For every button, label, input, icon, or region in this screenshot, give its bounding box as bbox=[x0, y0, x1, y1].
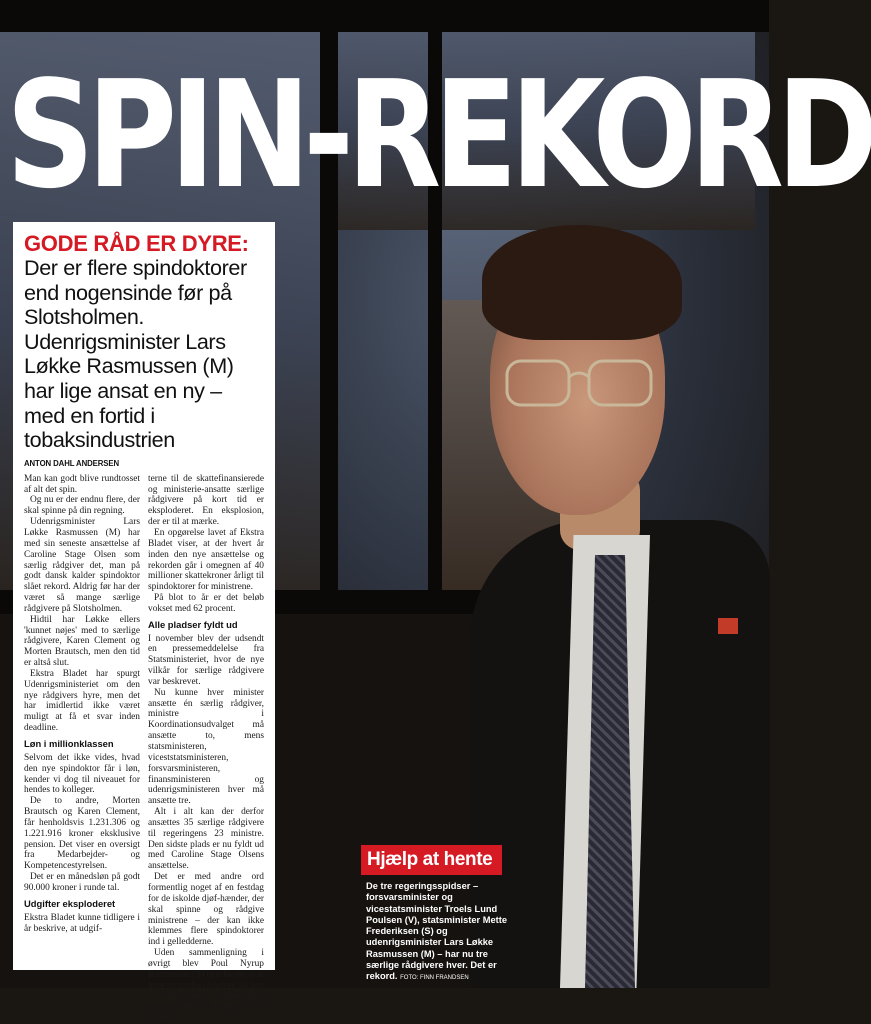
paragraph: Ekstra Bladet har spurgt Udenrigsministeriet om den nye rådgivers hyre, men det har imidlertid ikke været muligt at få et svar inden deadline. bbox=[24, 668, 140, 734]
glasses bbox=[505, 355, 655, 410]
byline: ANTON DAHL ANDERSEN bbox=[24, 458, 119, 468]
photo-credit: FOTO: FINN FRANDSEN bbox=[400, 975, 469, 982]
lapel-pin bbox=[718, 618, 738, 634]
subheading: Alle pladser fyldt ud bbox=[148, 618, 238, 630]
caption-text: De tre regeringsspidser – forsvarsminister og vicestatsminister Troels Lund Poulsen (V), statsminister Mette Frederiksen (S) og udenrigsminister Lars Løkke Rasmussen (M) – har nu tre særlige rådgivere hver. Det er rekord. bbox=[366, 881, 508, 982]
kicker: GODE RÅD ER DYRE: bbox=[24, 231, 249, 256]
paragraph: I november blev der udsendt en pressemeddelelse fra Statsministeriet, hvor de nye vilkår for særlige rådgivere var beskrevet. bbox=[148, 633, 264, 687]
paragraph: Udenrigsminister Lars Løkke Rasmussen (M) har med sin seneste ansættelse af Caroline Stage Olsen som særlig rådgiver det, man på godt dansk kalder spindoktor slået rekord. Aldrig før har der været så mange særlige rådgivere på Slotsholmen. bbox=[24, 517, 140, 614]
paragraph: Man kan godt blive rundtosset af alt det spin. bbox=[24, 473, 140, 495]
caption-title: Hjælp at hente bbox=[361, 845, 502, 875]
headline: SPIN-REKORD bbox=[6, 49, 871, 221]
window-frame bbox=[0, 0, 769, 32]
article-column-1 bbox=[24, 474, 140, 1024]
paragraph: Det er med andre ord formentlig noget af en festdag for de iskolde djøf-hænder, der skal spinne og rådgive ministrene – der kan ikke klemmes flere spindoktorer ind i gelledderne. bbox=[148, 872, 264, 948]
paragraph: terne til de skattefinansierede og ministerie-ansatte særlige rådgivere på kort tid er eksploderet. En eksplosion, der er til at mærke. bbox=[148, 473, 264, 528]
paragraph: Nu kunne hver minister ansætte én særlig rådgiver, ministre i Koordinationsudvalget må ansætte to, mens statsministeren, viceststatsministeren, forsvarsministeren, finansministeren og udenrigsministeren hver må ansætte tre. bbox=[148, 687, 264, 807]
paragraph: Alt i alt kan der derfor ansættes 35 særlige rådgivere til regeringens 23 ministre. Den sidste plads er nu fyldt ud med Caroline Stage Olsens ansættelse. bbox=[148, 807, 264, 872]
article-box bbox=[13, 222, 275, 1024]
hair bbox=[482, 225, 682, 340]
paragraph: De to andre, Morten Brautsch og Karen Clement, får henholdsvis 1.231.306 og 1.221.916 kroner eksklusive pension. Det viser en oversigt fra Medarbejder- og Kompetencestyrelsen. bbox=[24, 796, 140, 872]
paragraph: Og nu er der endnu flere, der skal spinne på din regning. bbox=[24, 495, 140, 517]
article-column-2 bbox=[148, 474, 264, 1024]
deck: Der er flere spindoktorer end nogensinde før på Slotsholmen. Udenrigsminister Lars Løkke Rasmussen (M) har lige ansat en ny – med en fortid i tobaksindustrien bbox=[24, 255, 247, 453]
article-columns bbox=[24, 474, 265, 1024]
caption bbox=[366, 881, 512, 985]
subheading: Udgifter eksploderet bbox=[24, 897, 116, 909]
paragraph: Selvom det ikke vides, hvad den nye spindoktor får i løn, kender vi dog til niveauet for hendes to kolleger. bbox=[24, 752, 140, 796]
paragraph: Det er en månedsløn på godt 90.000 kroner i runde tal. bbox=[24, 872, 140, 893]
paragraph: En opgørelse lavet af Ekstra Bladet viser, at der hvert år inden den nye ansættelse og rekorden går i omegnen af 40 millioner skattekroner årligt til spindoktorer for ministrene. bbox=[148, 527, 264, 593]
paragraph: Hidtil har Løkke ellers 'kunnet nøjes' med to særlige rådgivere, Karen Clement og Morten Brautsch, men den tid er altså slut. bbox=[24, 614, 140, 669]
paragraph: Uden sammenligning i øvrigt blev Poul Nyrup Rasmussen (S) den første til at hyre en særlig rådgiver, da han i 1996 som statsminister ansatte Billy Adamsen til posten. bbox=[148, 948, 264, 1024]
paragraph: Ekstra Bladet kunne tidligere i år beskrive, at udgif- bbox=[24, 912, 140, 934]
subheading: Løn i millionklassen bbox=[24, 738, 114, 749]
paragraph: På blot to år er det beløb vokset med 62 procent. bbox=[148, 593, 264, 614]
